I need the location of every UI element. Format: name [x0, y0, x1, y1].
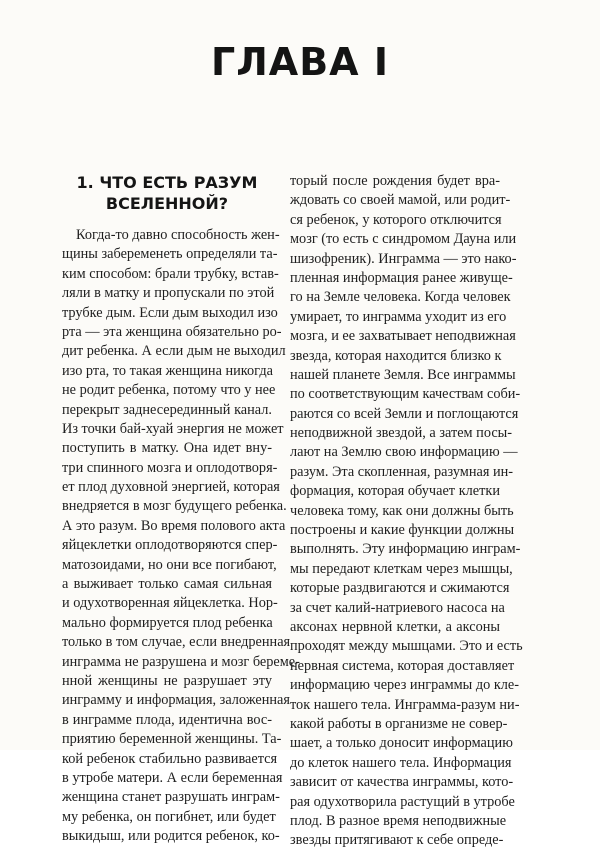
- section-title-line-2: ВСЕЛЕННОЙ?: [105, 194, 229, 213]
- text-line: нашей планете Земля. Все инграммы: [290, 366, 516, 383]
- text-line: информацию через инграммы до кле-: [290, 677, 520, 694]
- text-line: инграмма не разрушена и мозг береме-: [62, 653, 300, 670]
- text-line: мозга, и ее захватывает неподвижная: [290, 328, 516, 345]
- text-line: лают на Землю свою информацию —: [290, 444, 518, 461]
- text-line: рта — эта женщина обязательно ро-: [62, 323, 282, 340]
- chapter-title: ГЛАВА I: [211, 40, 389, 84]
- section-title-line-1: 1. ЧТО ЕСТЬ РАЗУМ: [76, 173, 258, 192]
- text-line: в инграмме плода, идентична вос-: [62, 711, 272, 728]
- text-line: умирает, то инграмма уходит из его: [290, 308, 507, 325]
- text-line: нной женщины не разрушает эту: [62, 672, 272, 689]
- text-line: плод. В разное время неподвижные: [290, 812, 507, 829]
- text-line: шизофреник). Инграмма — это нако-: [290, 250, 517, 267]
- text-line: перекрыт заднесерединный канал.: [62, 401, 272, 418]
- text-line: человека тому, как они должны быть: [290, 502, 514, 519]
- text-line: трубке дым. Если дым выходил изо: [62, 304, 278, 321]
- text-line: звезда, которая находится близко к: [290, 347, 502, 364]
- text-line: неподвижной звездой, а затем посы-: [290, 425, 513, 442]
- text-line: формация, которая обучает клетки: [290, 483, 500, 500]
- text-line: какой работы в организме не совер-: [290, 715, 508, 732]
- left-column-text: [62, 226, 300, 847]
- text-line: три спинного мозга и оплодотворя-: [62, 459, 278, 476]
- text-line: аксонах нервной клетки, а аксоны: [290, 618, 500, 635]
- text-line: изо рта, то такая женщина никогда: [62, 362, 273, 379]
- text-line: ся ребенок, у которого отключится: [290, 211, 502, 228]
- text-line: мозг (то есть с синдромом Дауна или: [290, 231, 517, 248]
- text-line: приятию беременной женщины. Та-: [62, 731, 282, 748]
- text-line: внедряется в мозг будущего ребенка.: [62, 498, 287, 515]
- text-line: Из точки бай-хуай энергия не может: [62, 420, 284, 437]
- text-line: кой ребенок стабильно развивается: [62, 750, 278, 767]
- text-line: пленная информация ранее живуще-: [290, 269, 513, 286]
- text-line: выполнять. Эту информацию инграм-: [290, 541, 521, 558]
- text-line: женщина станет разрушать инграм-: [62, 789, 280, 806]
- text-line: и одухотворенная яйцеклетка. Нор-: [62, 595, 278, 612]
- text-line: проходят между мышцами. Это и есть: [290, 638, 523, 655]
- text-line: только в том случае, если внедренная: [62, 634, 291, 651]
- text-line: нервная система, которая доставляет: [290, 657, 515, 674]
- text-line: не родит ребенка, потому что у нее: [62, 382, 276, 399]
- text-line: му ребенка, он погибнет, или будет: [62, 808, 276, 825]
- text-line: рая одухотворила растущий в утробе: [290, 793, 515, 810]
- text-line: выкидыш, или родится ребенок, ко-: [62, 828, 280, 845]
- left-column: [62, 172, 300, 847]
- text-line: мально формируется плод ребенка: [62, 614, 273, 631]
- text-line: ким способом: брали трубку, встав-: [62, 265, 279, 282]
- text-line: в утробе матери. А если беременная: [62, 769, 283, 786]
- text-line: звезды притягивают к себе опреде-: [290, 832, 504, 849]
- right-column: [290, 172, 523, 851]
- text-line: ждовать со своей мамой, или родит-: [290, 192, 511, 209]
- text-line: Когда-то давно способность жен-: [76, 227, 280, 243]
- text-line: яйцеклетки оплодотворяются спер-: [62, 537, 278, 554]
- text-line: раются со всей Земли и поглощаются: [290, 405, 519, 422]
- text-line: ток нашего тела. Инграмма-разум ни-: [290, 696, 520, 713]
- text-line: щины забеременеть определяли та-: [62, 246, 278, 263]
- text-line: поступить в матку. Она идет вну-: [62, 440, 272, 457]
- text-line: которые раздвигаются и сжимаются: [290, 580, 510, 597]
- text-line: инграмму и информация, заложенная: [62, 692, 290, 709]
- section-title: [62, 172, 272, 214]
- text-line: разум. Эта скопленная, разумная ин-: [290, 463, 514, 480]
- text-line: торый после рождения будет вра-: [290, 173, 500, 189]
- text-line: за счет калий-натриевого насоса на: [290, 599, 505, 616]
- text-line: до клеток нашего тела. Информация: [290, 754, 512, 771]
- text-line: ляли в матку и пропускали по этой: [62, 285, 275, 302]
- text-line: шает, а только доносит информацию: [290, 735, 513, 752]
- text-line: построены и какие функции должны: [290, 522, 515, 539]
- text-line: ет плод духовной энергией, которая: [62, 479, 280, 496]
- text-line: го на Земле человека. Когда человек: [290, 289, 511, 306]
- text-line: А это разум. Во время полового акта: [62, 517, 286, 534]
- text-line: мы передают клеткам через мышцы,: [290, 560, 513, 577]
- text-line: по соответствующим качествам соби-: [290, 386, 521, 403]
- text-line: зависит от качества инграммы, кото-: [290, 774, 514, 791]
- right-column-text: [290, 172, 523, 851]
- text-line: дит ребенка. А если дым не выходил: [62, 343, 286, 360]
- text-line: а выживает только самая сильная: [62, 576, 272, 593]
- text-line: матозоидами, но они все погибают,: [62, 556, 277, 573]
